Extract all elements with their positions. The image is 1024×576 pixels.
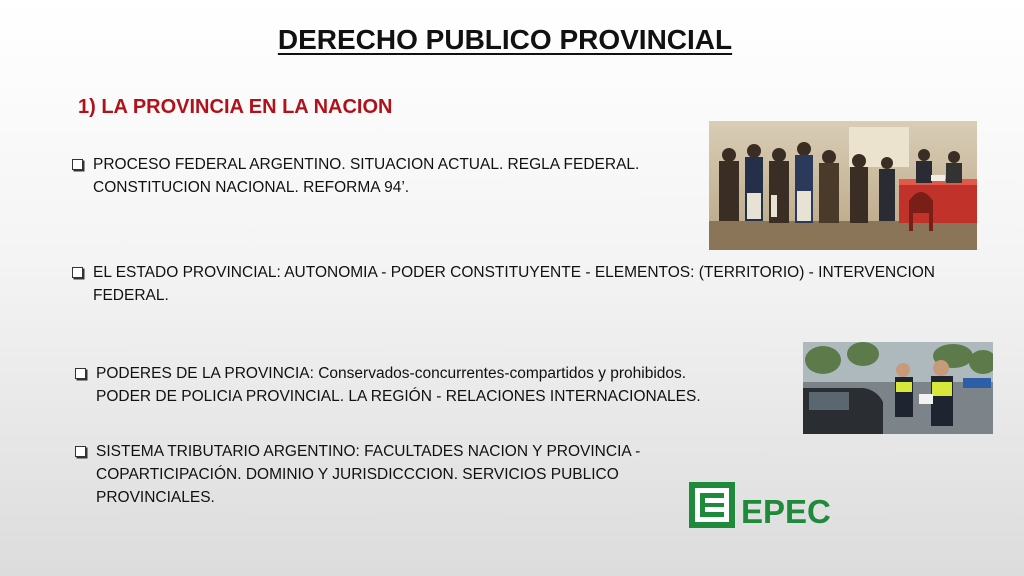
bullet-line: PODERES DE LA PROVINCIA: Conservados-concurrentes-compartidos y prohibidos. — [96, 365, 687, 382]
checkbox-bullet-icon — [75, 446, 86, 457]
bullet-item — [72, 261, 992, 307]
bullet-line: PROVINCIALES. — [96, 489, 215, 506]
historic-assembly-painting — [709, 121, 977, 250]
bullet-line: PROCESO FEDERAL ARGENTINO. SITUACION ACTUAL. REGLA FEDERAL. — [93, 156, 640, 173]
bullet-line: CONSTITUCION NACIONAL. REFORMA 94’. — [93, 179, 410, 196]
epec-logo — [689, 482, 839, 528]
bullet-item — [75, 440, 695, 509]
bullet-line: FEDERAL. — [93, 287, 169, 304]
police-photo-image — [803, 342, 993, 434]
logo-text: EPEC — [741, 493, 831, 528]
bullet-line: SISTEMA TRIBUTARIO ARGENTINO: FACULTADES NACION Y PROVINCIA - — [96, 443, 641, 460]
checkbox-bullet-icon — [72, 267, 83, 278]
checkbox-bullet-icon — [72, 159, 83, 170]
painting-image — [709, 121, 977, 250]
bullet-line: EL ESTADO PROVINCIAL: AUTONOMIA - PODER CONSTITUYENTE - ELEMENTOS: (TERRITORIO) - INTERVENCION — [93, 264, 935, 281]
police-officers-photo — [803, 342, 993, 434]
bullet-line: COPARTICIPACIÓN. DOMINIO Y JURISDICCCION. SERVICIOS PUBLICO — [96, 466, 619, 483]
section-subtitle: 1) LA PROVINCIA EN LA NACION — [78, 96, 393, 118]
slide-title: DERECHO PUBLICO PROVINCIAL — [277, 24, 733, 55]
epec-logo-mark — [689, 482, 839, 528]
checkbox-bullet-icon — [75, 368, 86, 379]
bullet-line: PODER DE POLICIA PROVINCIAL. LA REGIÓN - RELACIONES INTERNACIONALES. — [96, 388, 701, 405]
bullet-item — [75, 362, 775, 408]
bullet-item — [72, 153, 672, 199]
